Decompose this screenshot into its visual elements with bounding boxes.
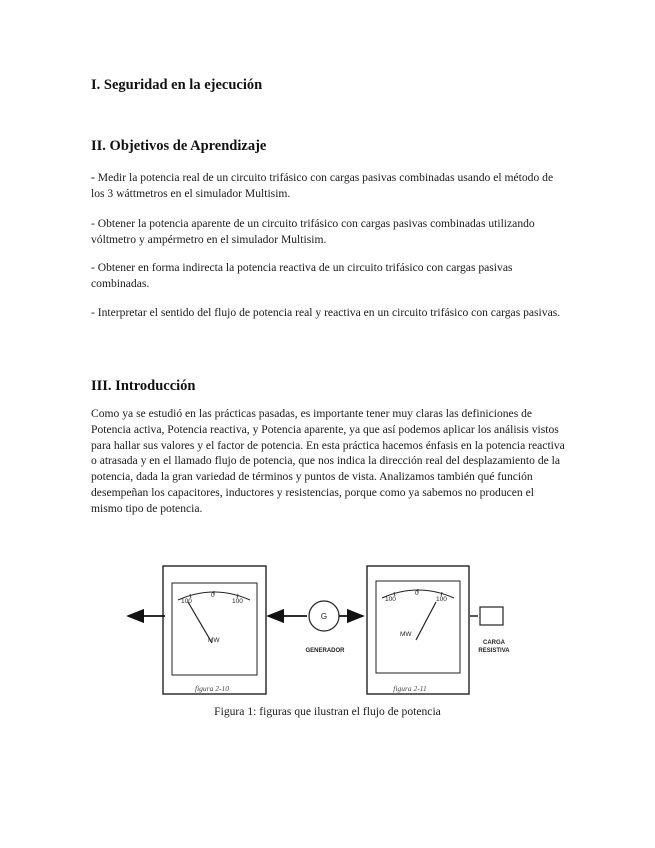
resistive-load-box [480,607,503,625]
wattmeter-right [367,566,469,694]
meter-needle-right [416,602,436,640]
figure-label-right: figura 2-11 [393,684,427,693]
introduction-paragraph: Como ya se estudió en las prácticas pasadas, es importante tener muy claras las definiciones de Potencia activa, Potencia reactiva, y Potencia aparente, ya que así podemos aplicar los análisis vistos para hallar sus valores y el factor de potencia. En esta práctica hacemos énfasis en la potencia reactiva o atrasada y en el llamado flujo de potencia, que nos indica la dirección real del desplazamiento de la potencia, dada la gran variedad de términos y puntos de vista. Analizamos también qué función desempeñan los capacitores, inductores y resistencias, porque como ya sabemos no producen el mismo tipo de potencia. [91,407,565,515]
objective-4: - Interpretar el sentido del flujo de potencia real y reactiva en un circuito trifásico con cargas pasivas. [91,306,561,319]
section-title-seguridad: I. Seguridad en la ejecución [91,77,263,93]
generator-label: GENERADOR [305,648,345,654]
meter-right-scale-right: 100 [436,596,447,603]
section-title-introduccion: III. Introducción [91,378,196,394]
power-flow-diagram [0,548,655,728]
objective-1 [91,170,561,202]
objective-3: - Obtener en forma indirecta la potencia reactiva de un circuito trifásico con cargas pasivas combinadas. [91,261,513,290]
meter-left-scale-right: 100 [232,598,243,605]
meter-left-scale-center: 0 [211,592,215,599]
meter-right-scale-left: 100 [385,596,396,603]
meter-right-scale-center: 0 [415,590,419,597]
objective-2: - Obtener la potencia aparente de un circuito trifásico con cargas pasivas combinadas utilizando vóltmetro y ampérmetro en el simulador Multisim. [91,217,535,246]
objective-1-dash: - [91,171,95,184]
section-title-objetivos: II. Objetivos de Aprendizaje [91,138,267,154]
wattmeter-left [163,566,266,694]
generator-symbol: G [320,612,328,621]
figure-label-left: figura 2-10 [195,684,229,693]
meter-right-unit: MW [400,631,412,638]
load-label-line1: CARGA [483,640,505,646]
load-label-line2: RESISTIVA [478,648,510,654]
objective-1-text: Medir la potencia real de un circuito trifásico con cargas pasivas combinadas usando el método de los 3 wáttmetros en el simulador Multisim. [91,171,554,200]
figure-caption: Figura 1: figuras que ilustran el flujo de potencia [214,705,441,718]
meter-left-scale-left: 100 [181,598,192,605]
meter-left-unit: MW [208,637,220,644]
